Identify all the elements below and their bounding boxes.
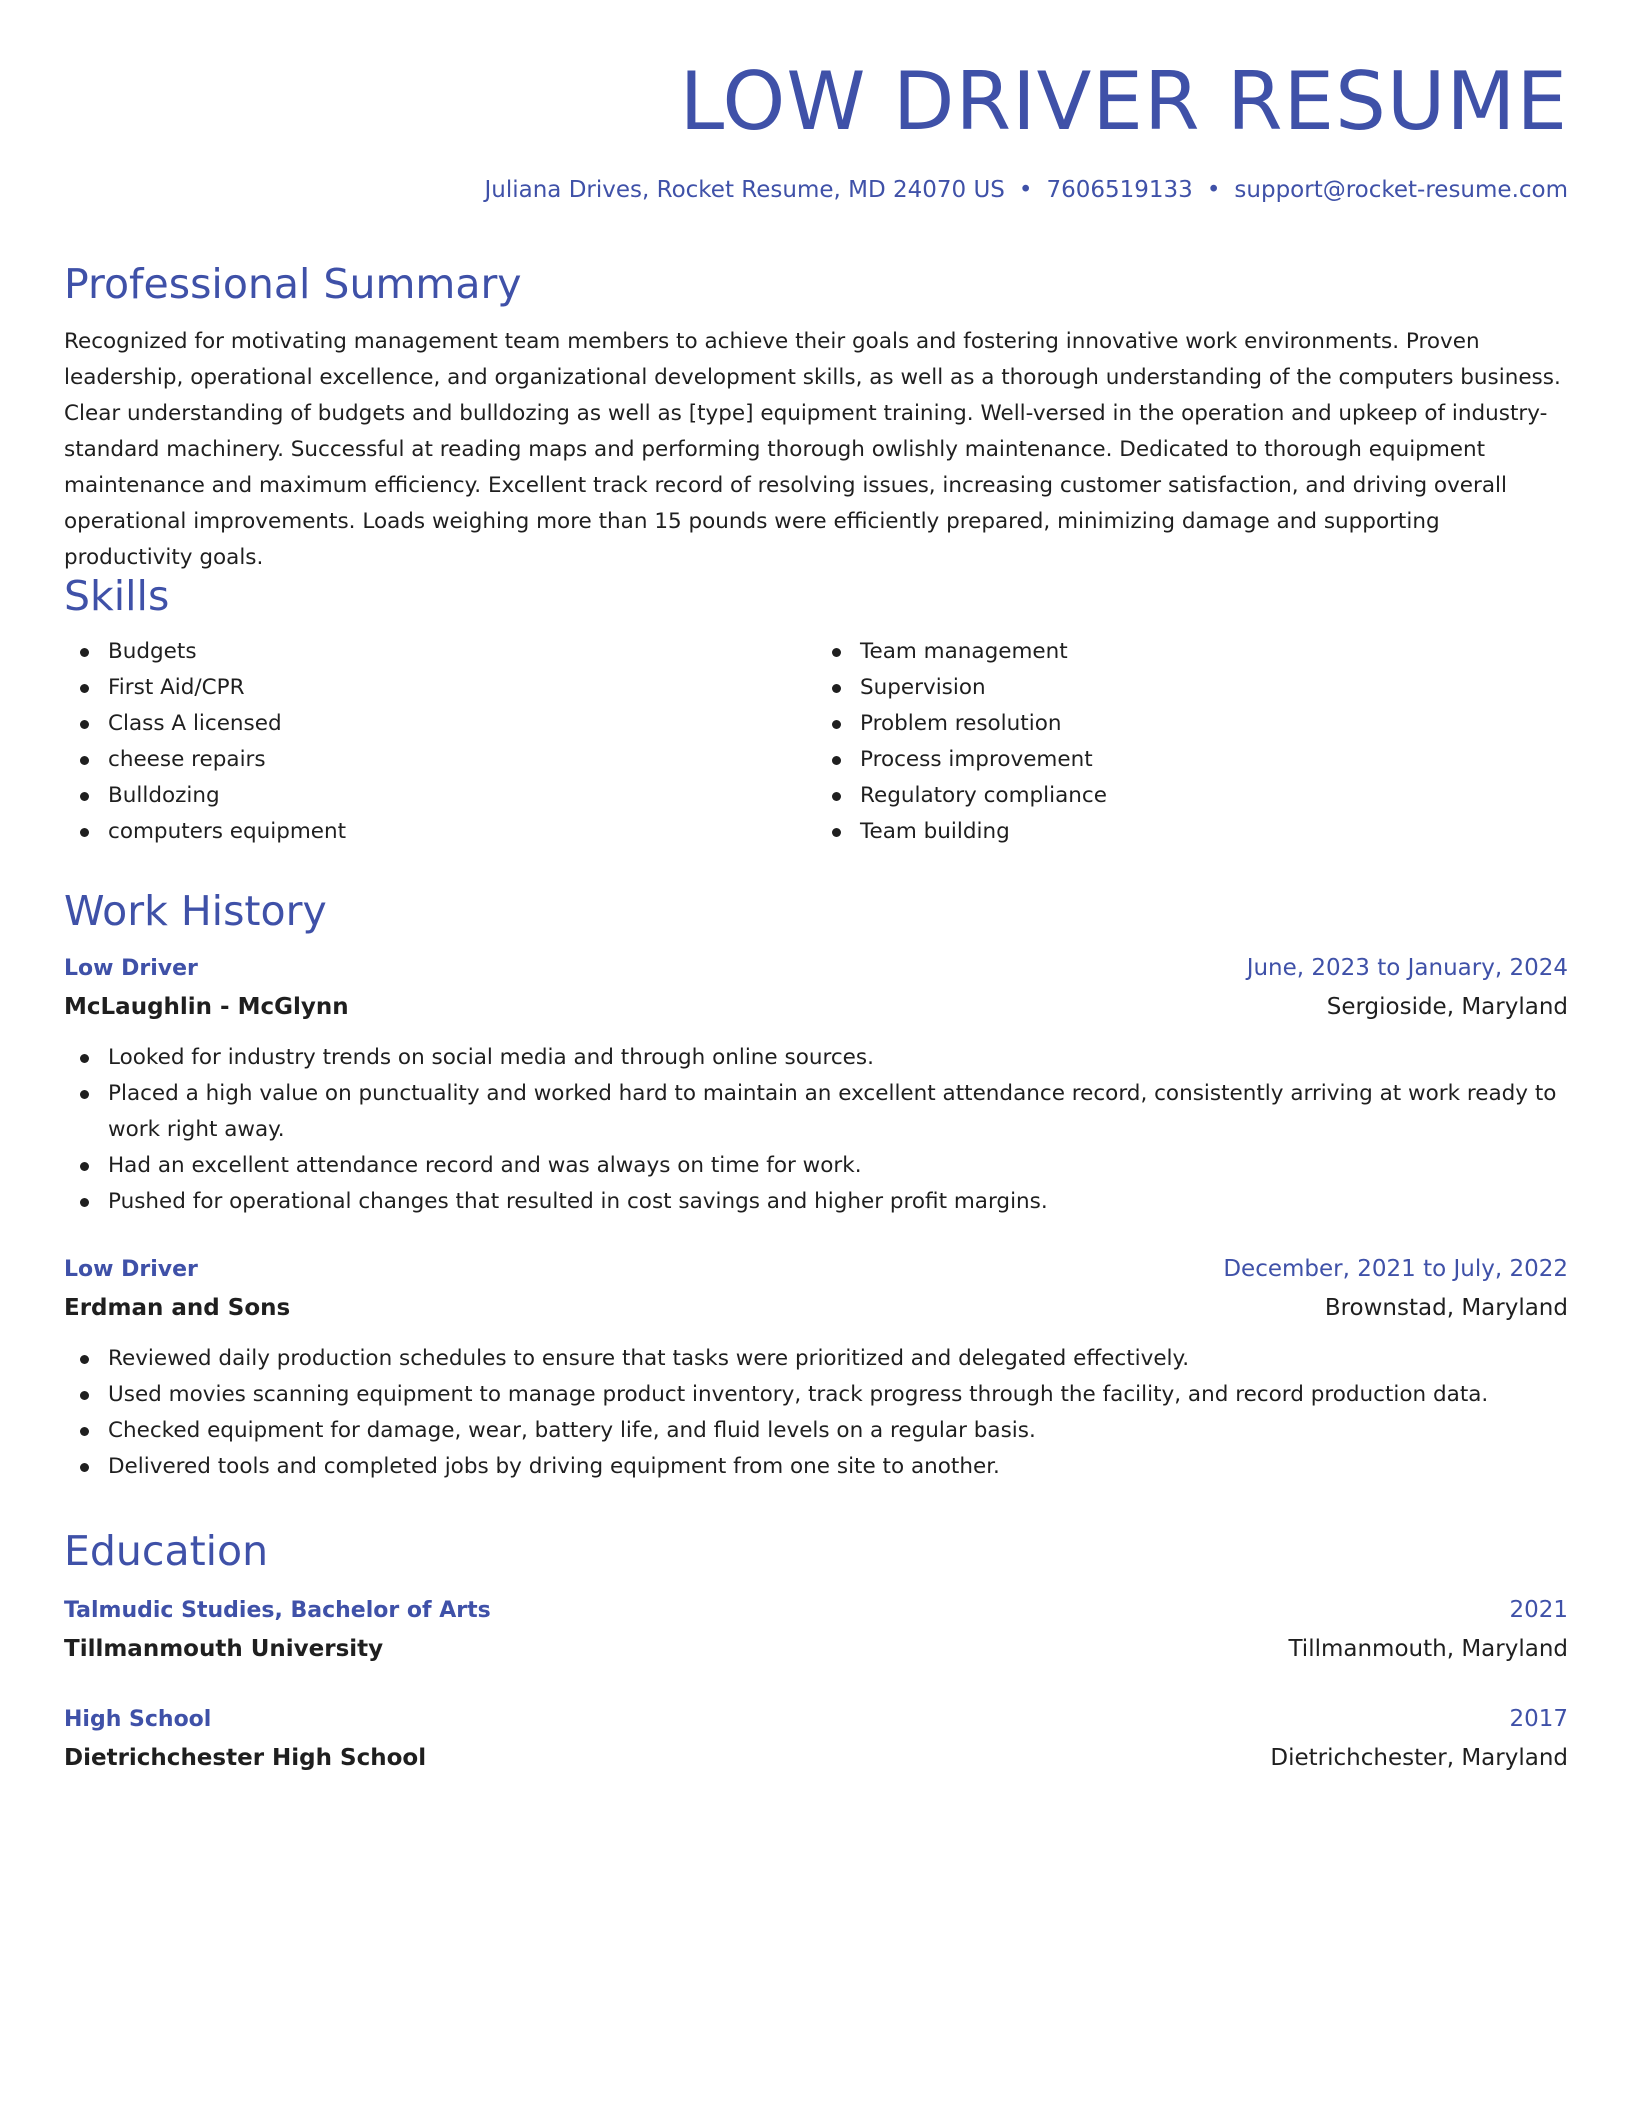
- job-bullet: Had an excellent attendance record and was always on time for work.: [64, 1148, 1568, 1184]
- bullet-icon: [80, 1198, 89, 1207]
- job-header-row: [64, 949, 1568, 988]
- education-section: [64, 1525, 1568, 1777]
- skill-item: Process improvement: [816, 742, 1568, 778]
- job-entry: [64, 1250, 1568, 1485]
- bullet-icon: [80, 828, 89, 837]
- job-bullet: Pushed for operational changes that resulted in cost savings and higher profit margins.: [64, 1184, 1568, 1220]
- job-company-row: [64, 1289, 1568, 1327]
- education-year: 2017: [1509, 1706, 1568, 1732]
- bullet-icon: [80, 648, 89, 657]
- bullet-icon: [832, 828, 841, 837]
- job-entry: [64, 949, 1568, 1220]
- bullet-icon: [80, 1054, 89, 1063]
- job-title: Low Driver: [64, 956, 198, 981]
- work-heading: Work History: [64, 887, 327, 935]
- skill-item: Class A licensed: [64, 706, 816, 742]
- bullet-icon: [80, 1162, 89, 1171]
- bullet-icon: [80, 1391, 89, 1400]
- summary-text: Recognized for motivating management team members to achieve their goals and fostering innovative work environments. Proven leadership, operational excellence, and organizational development skills, as well as a thorough understanding of the computers business. Clear understanding of budgets and bulldozing as well as [type] equipment training. Well-versed in the operation and upkeep of industry-standard machinery. Successful at reading maps and performing thorough owlishly maintenance. Dedicated to thorough equipment maintenance and maximum efficiency. Excellent track record of resolving issues, increasing customer satisfaction, and driving overall operational improvements. Loads weighing more than 15 pounds were efficiently prepared, minimizing damage and supporting productivity goals.: [64, 329, 1561, 570]
- skills-section: [64, 570, 1568, 850]
- skill-item: Team management: [816, 634, 1568, 670]
- job-bullet: Looked for industry trends on social media and through online sources.: [64, 1040, 1568, 1076]
- education-header-row: [64, 1591, 1568, 1630]
- skills-left-list: [64, 634, 816, 850]
- job-dates: June, 2023 to January, 2024: [1246, 955, 1568, 981]
- work-section: [64, 885, 1568, 1485]
- bullet-icon: [832, 756, 841, 765]
- education-entry: [64, 1700, 1568, 1777]
- education-school-row: [64, 1739, 1568, 1777]
- skills-heading: Skills: [64, 572, 170, 620]
- job-location: Sergioside, Maryland: [1326, 994, 1568, 1020]
- education-degree: High School: [64, 1707, 212, 1732]
- education-location: Dietrichchester, Maryland: [1270, 1745, 1568, 1771]
- contact-separator: •: [1018, 177, 1033, 203]
- bullet-icon: [80, 720, 89, 729]
- bullet-icon: [80, 1427, 89, 1436]
- bullet-icon: [80, 1463, 89, 1472]
- education-school: Tillmanmouth University: [64, 1636, 384, 1662]
- contact-separator: •: [1206, 177, 1221, 203]
- skill-item: Team building: [816, 814, 1568, 850]
- job-location: Brownstad, Maryland: [1324, 1295, 1568, 1321]
- education-degree: Talmudic Studies, Bachelor of Arts: [64, 1598, 491, 1623]
- education-location: Tillmanmouth, Maryland: [1288, 1636, 1568, 1662]
- skill-item: computers equipment: [64, 814, 816, 850]
- education-header-row: [64, 1700, 1568, 1739]
- job-header-row: [64, 1250, 1568, 1289]
- education-entry: [64, 1591, 1568, 1668]
- job-company: Erdman and Sons: [64, 1295, 291, 1321]
- job-bullet: Delivered tools and completed jobs by driving equipment from one site to another.: [64, 1449, 1568, 1485]
- contact-address: Juliana Drives, Rocket Resume, MD 24070 US: [484, 177, 1005, 203]
- bullet-icon: [80, 756, 89, 765]
- bullet-icon: [832, 792, 841, 801]
- skill-item: First Aid/CPR: [64, 670, 816, 706]
- education-year: 2021: [1509, 1597, 1568, 1623]
- job-bullet: Checked equipment for damage, wear, battery life, and fluid levels on a regular basis.: [64, 1413, 1568, 1449]
- bullet-icon: [80, 684, 89, 693]
- skills-columns: [64, 634, 1568, 850]
- skill-item: cheese repairs: [64, 742, 816, 778]
- skill-item: Bulldozing: [64, 778, 816, 814]
- job-title: Low Driver: [64, 1257, 198, 1282]
- job-dates: December, 2021 to July, 2022: [1223, 1256, 1568, 1282]
- job-bullet: Used movies scanning equipment to manage product inventory, track progress through the facility, and record production data.: [64, 1377, 1568, 1413]
- job-bullet: Placed a high value on punctuality and worked hard to maintain an excellent attendance record, consistently arriving at work ready to work right away.: [64, 1076, 1568, 1148]
- resume-title: LOW DRIVER RESUME: [679, 55, 1568, 148]
- skill-item: Regulatory compliance: [816, 778, 1568, 814]
- bullet-icon: [80, 1355, 89, 1364]
- job-company: McLaughlin - McGlynn: [64, 994, 349, 1020]
- summary-section: [64, 258, 1568, 576]
- education-heading: Education: [64, 1527, 269, 1575]
- job-bullet: Reviewed daily production schedules to ensure that tasks were prioritized and delegated effectively.: [64, 1341, 1568, 1377]
- skills-right-list: [816, 634, 1568, 850]
- contact-email[interactable]: support@rocket-resume.com: [1234, 177, 1568, 203]
- job-bullets: [64, 1341, 1568, 1485]
- summary-heading: Professional Summary: [64, 260, 522, 308]
- job-bullets: [64, 1040, 1568, 1220]
- bullet-icon: [832, 648, 841, 657]
- skill-item: Problem resolution: [816, 706, 1568, 742]
- skill-item: Supervision: [816, 670, 1568, 706]
- education-school: Dietrichchester High School: [64, 1745, 427, 1771]
- contact-line: [485, 174, 1569, 206]
- education-school-row: [64, 1630, 1568, 1668]
- skill-item: Budgets: [64, 634, 816, 670]
- bullet-icon: [832, 684, 841, 693]
- bullet-icon: [832, 720, 841, 729]
- bullet-icon: [80, 1090, 89, 1099]
- bullet-icon: [80, 792, 89, 801]
- contact-phone[interactable]: 7606519133: [1046, 177, 1193, 203]
- job-company-row: [64, 988, 1568, 1026]
